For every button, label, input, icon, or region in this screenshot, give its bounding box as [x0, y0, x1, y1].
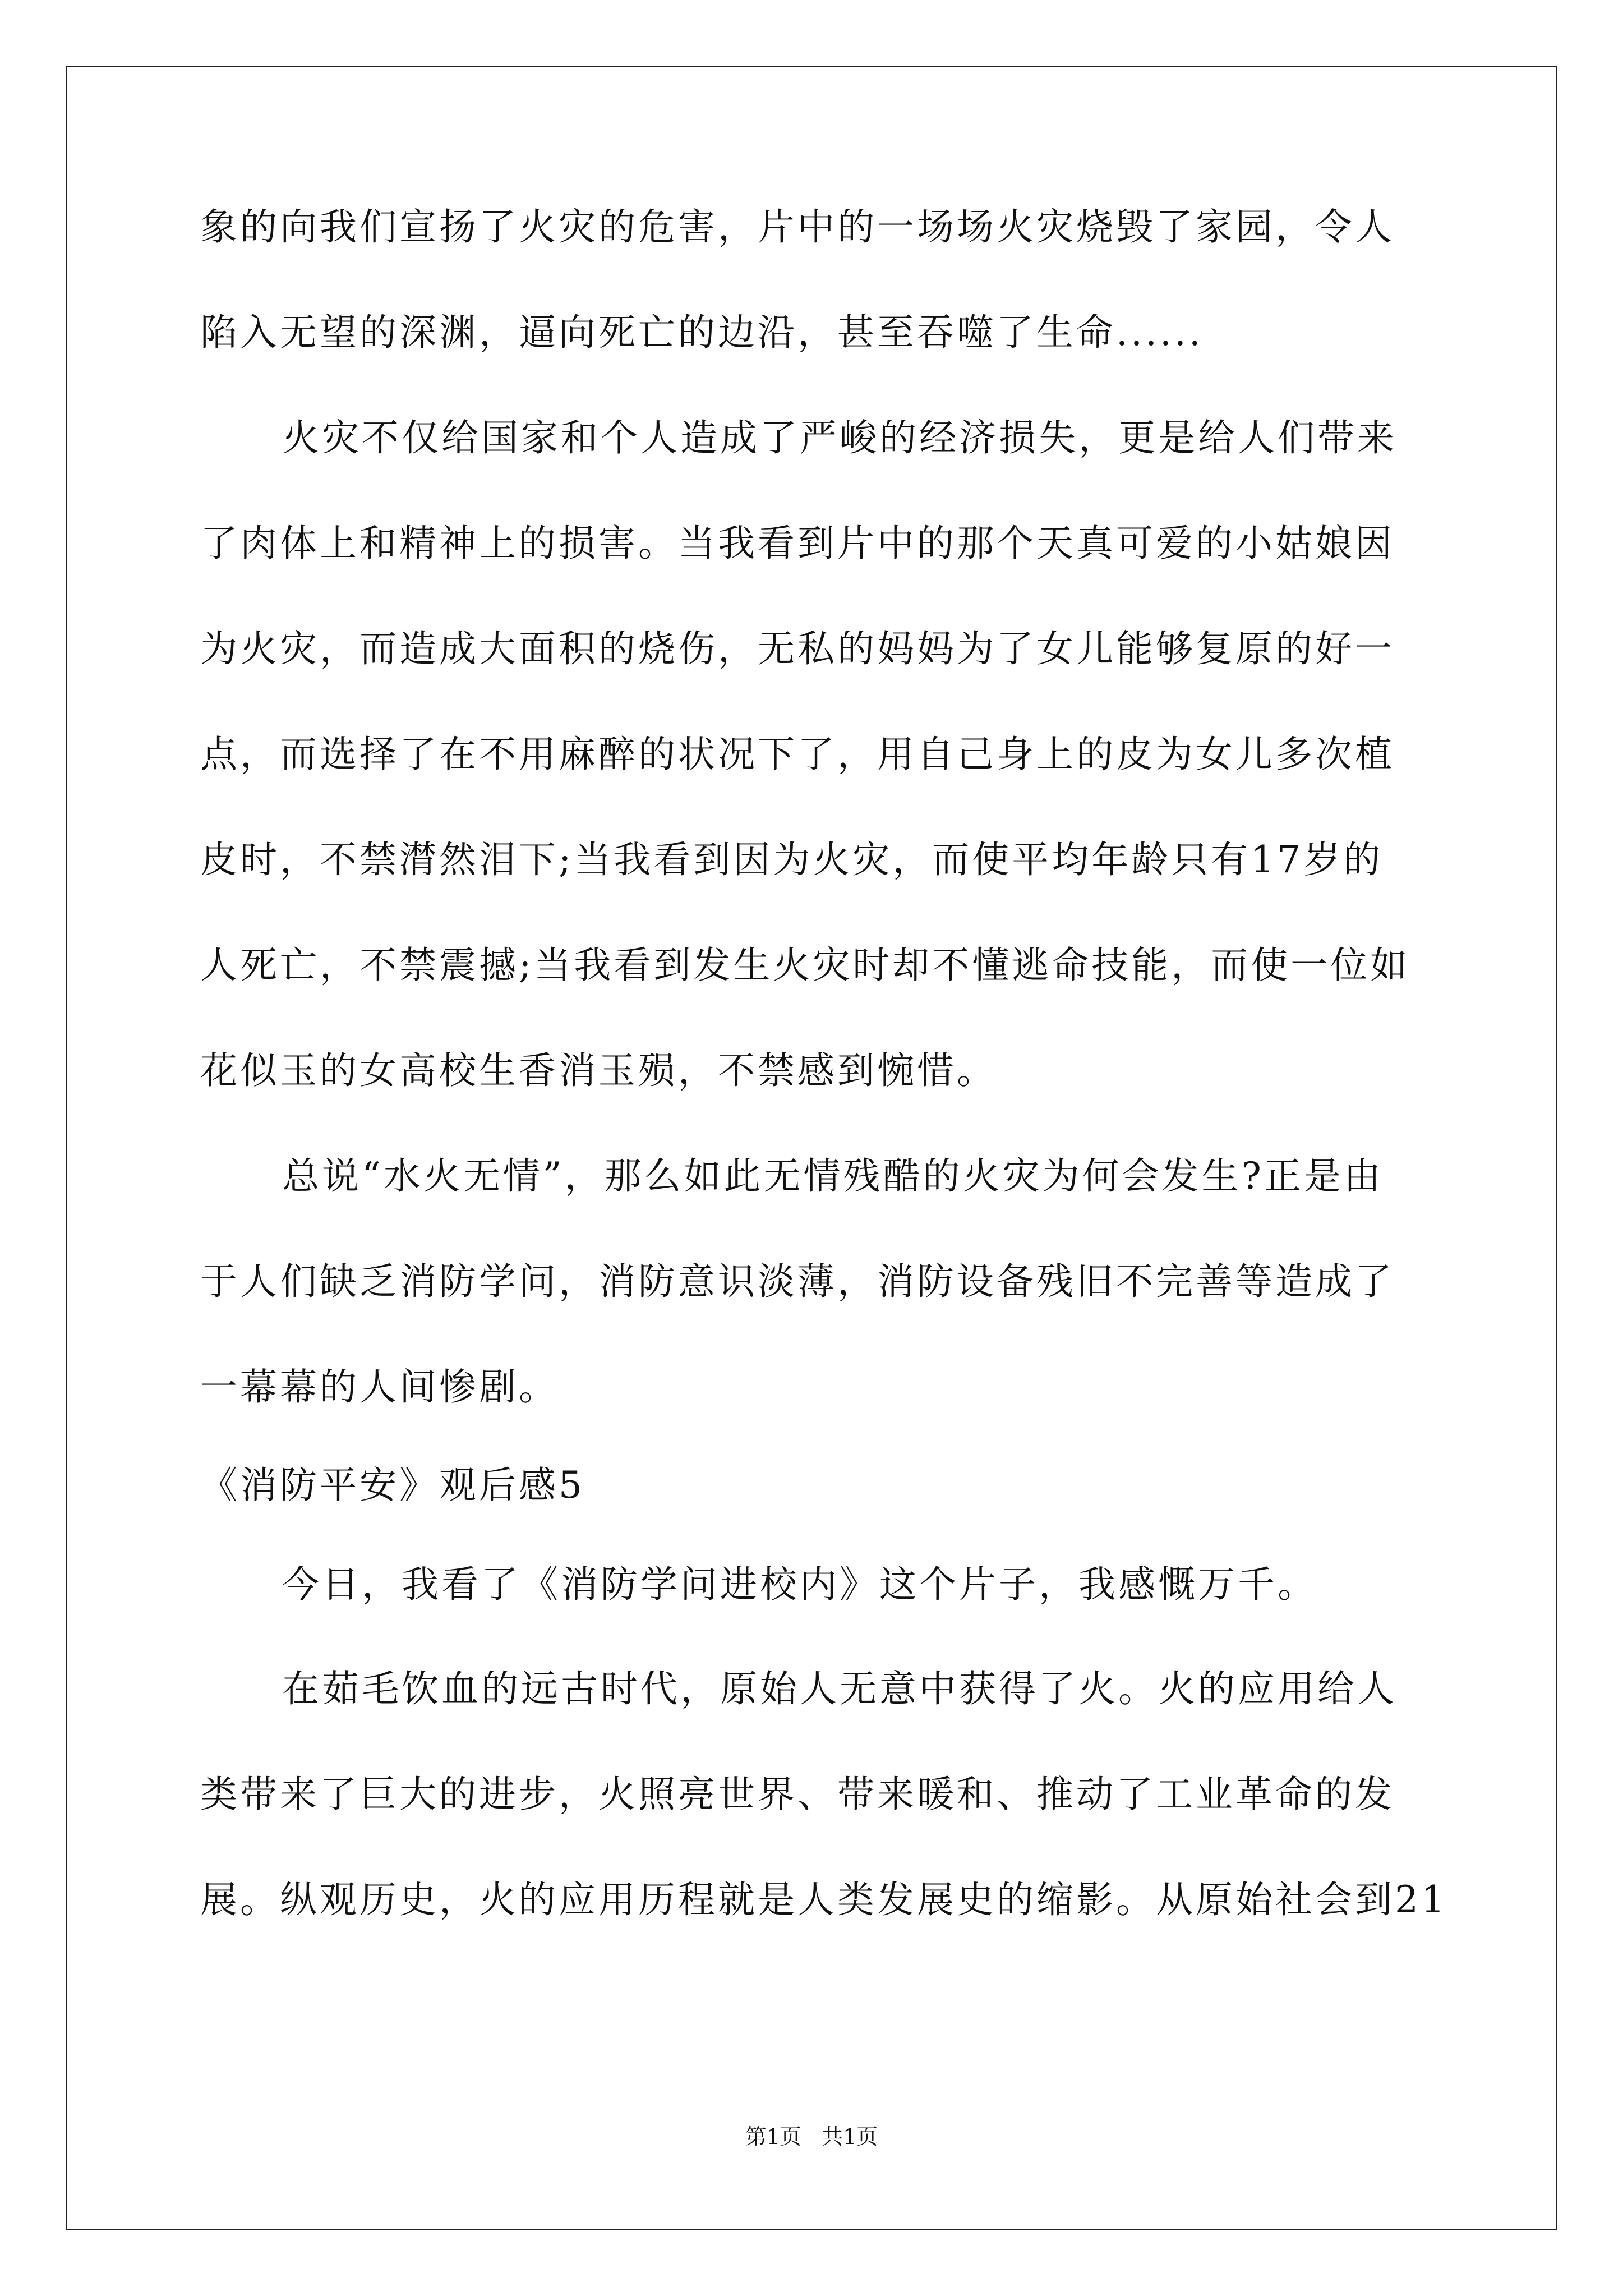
text-line: 了肉体上和精神上的损害。当我看到片中的那个天真可爱的小姑娘因: [200, 522, 1395, 565]
section-heading: 《消防平安》观后感5: [200, 1464, 585, 1507]
text-line: 象的向我们宣扬了火灾的危害，片中的一场场火灾烧毁了家园，令人: [200, 205, 1395, 249]
text-line: 展。纵观历史，火的应用历程就是人类发展史的缩影。从原始社会到21: [200, 1878, 1447, 1921]
paragraph-first-line: 火灾不仅给国家和个人造成了严峻的经济损失，更是给人们带来: [282, 416, 1397, 459]
text-line: 为火灾，而造成大面积的烧伤，无私的妈妈为了女儿能够复原的好一: [200, 627, 1395, 670]
text-line: 花似玉的女高校生香消玉殒，不禁感到惋惜。: [200, 1049, 997, 1092]
paragraph-first-line: 总说“水火无情”，那么如此无情残酷的火灾为何会发生?正是由: [282, 1154, 1384, 1198]
text-line: 一幕幕的人间惨剧。: [200, 1365, 559, 1409]
paragraph-first-line: 今日，我看了《消防学问进校内》这个片子，我感慨万千。: [282, 1563, 1317, 1606]
text-line: 于人们缺乏消防学问，消防意识淡薄，消防设备残旧不完善等造成了: [200, 1260, 1395, 1303]
text-line: 类带来了巨大的进步，火照亮世界、带来暖和、推动了工业革命的发: [200, 1773, 1395, 1816]
page-number: 第1页 共1页: [745, 2124, 878, 2149]
text-line: 陷入无望的深渊，逼向死亡的边沿，甚至吞噬了生命......: [200, 311, 1204, 354]
paragraph-first-line: 在茹毛饮血的远古时代，原始人无意中获得了火。火的应用给人: [282, 1667, 1397, 1710]
text-line: 人死亡，不禁震撼;当我看到发生火灾时却不懂逃命技能，而使一位如: [200, 944, 1410, 987]
text-line: 皮时，不禁潸然泪下;当我看到因为火灾，而使平均年龄只有17岁的: [200, 838, 1384, 881]
text-line: 点，而选择了在不用麻醉的状况下了，用自己身上的皮为女儿多次植: [200, 733, 1395, 776]
